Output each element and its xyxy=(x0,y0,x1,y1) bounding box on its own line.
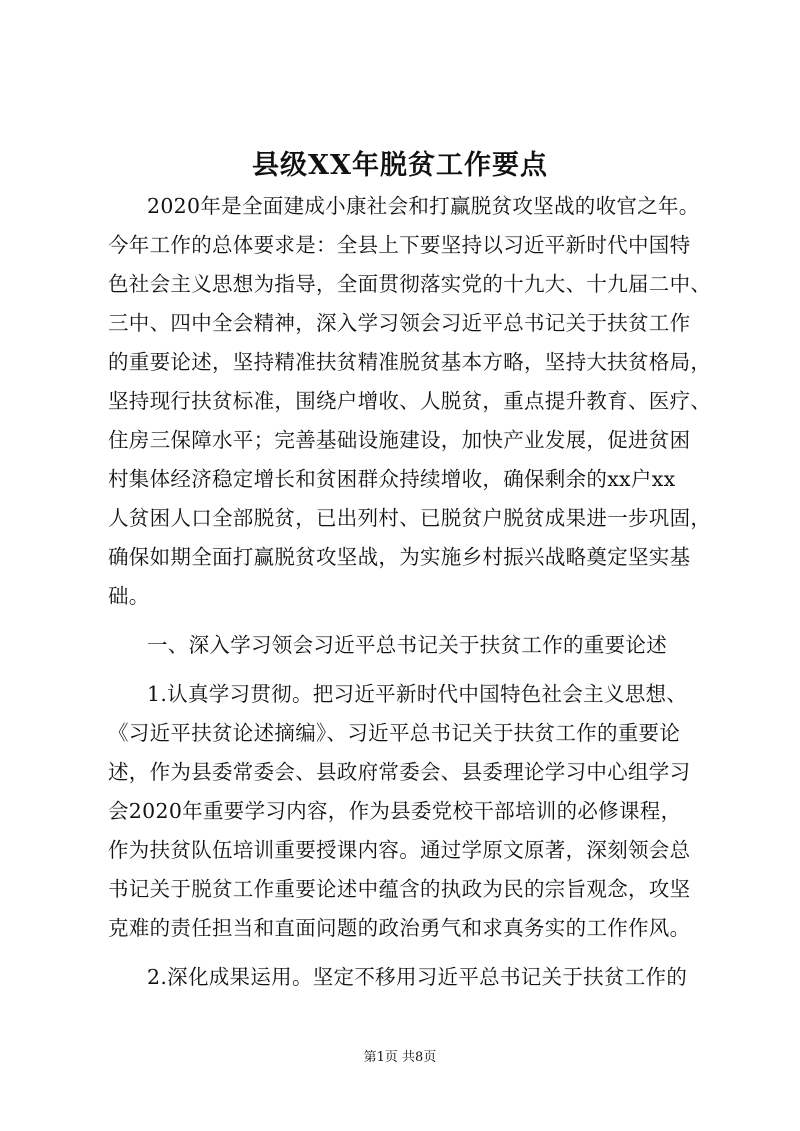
paragraph-line: 今年工作的总体要求是：全县上下要坚持以习近平新时代中国特 xyxy=(108,233,691,257)
paragraph-line: 述，作为县委常委会、县政府常委会、县委理论学习中心组学习 xyxy=(108,760,691,784)
paragraph-line: 克难的责任担当和直面问题的政治勇气和求真务实的工作作风。 xyxy=(108,916,691,940)
paragraph-line: 村集体经济稳定增长和贫困群众持续增收，确保剩余的xx户xx xyxy=(108,467,676,491)
paragraph-line: 住房三保障水平；完善基础设施建设，加快产业发展，促进贫困 xyxy=(108,428,691,452)
paragraph-line: 色社会主义思想为指导，全面贯彻落实党的十九大、十九届二中、 xyxy=(108,272,712,296)
paragraph-line: 2.深化成果运用。坚定不移用习近平总书记关于扶贫工作的 xyxy=(147,965,688,989)
paragraph-line: 会2020年重要学习内容，作为县委党校干部培训的必修课程， xyxy=(108,799,682,823)
paragraph-line: 坚持现行扶贫标准，围绕户增收、人脱贫，重点提升教育、医疗、 xyxy=(108,389,712,413)
paragraph-line: 的重要论述，坚持精准扶贫精准脱贫基本方略，坚持大扶贫格局， xyxy=(108,350,712,374)
paragraph-line: 书记关于脱贫工作重要论述中蕴含的执政为民的宗旨观念，攻坚 xyxy=(108,877,691,901)
paragraph-line: 作为扶贫队伍培训重要授课内容。通过学原文原著，深刻领会总 xyxy=(108,838,691,862)
paragraph-line: 三中、四中全会精神，深入学习领会习近平总书记关于扶贫工作 xyxy=(108,311,691,335)
paragraph-line: 确保如期全面打赢脱贫攻坚战，为实施乡村振兴战略奠定坚实基 xyxy=(108,545,691,569)
paragraph-line: 2020年是全面建成小康社会和打赢脱贫攻坚战的收官之年。 xyxy=(147,194,700,218)
paragraph-line: 础。 xyxy=(108,584,150,608)
page-number-footer: 第1页 共8页 xyxy=(363,1050,437,1065)
paragraph-line: 《习近平扶贫论述摘编》、习近平总书记关于扶贫工作的重要论 xyxy=(108,721,681,745)
document-title: 县级XX年脱贫工作要点 xyxy=(252,150,548,181)
paragraph-line: 1.认真学习贯彻。把习近平新时代中国特色社会主义思想、 xyxy=(147,682,688,706)
section-heading: 一、深入学习领会习近平总书记关于扶贫工作的重要论述 xyxy=(147,633,667,657)
paragraph-line: 人贫困人口全部脱贫，已出列村、已脱贫户脱贫成果进一步巩固， xyxy=(108,506,712,530)
